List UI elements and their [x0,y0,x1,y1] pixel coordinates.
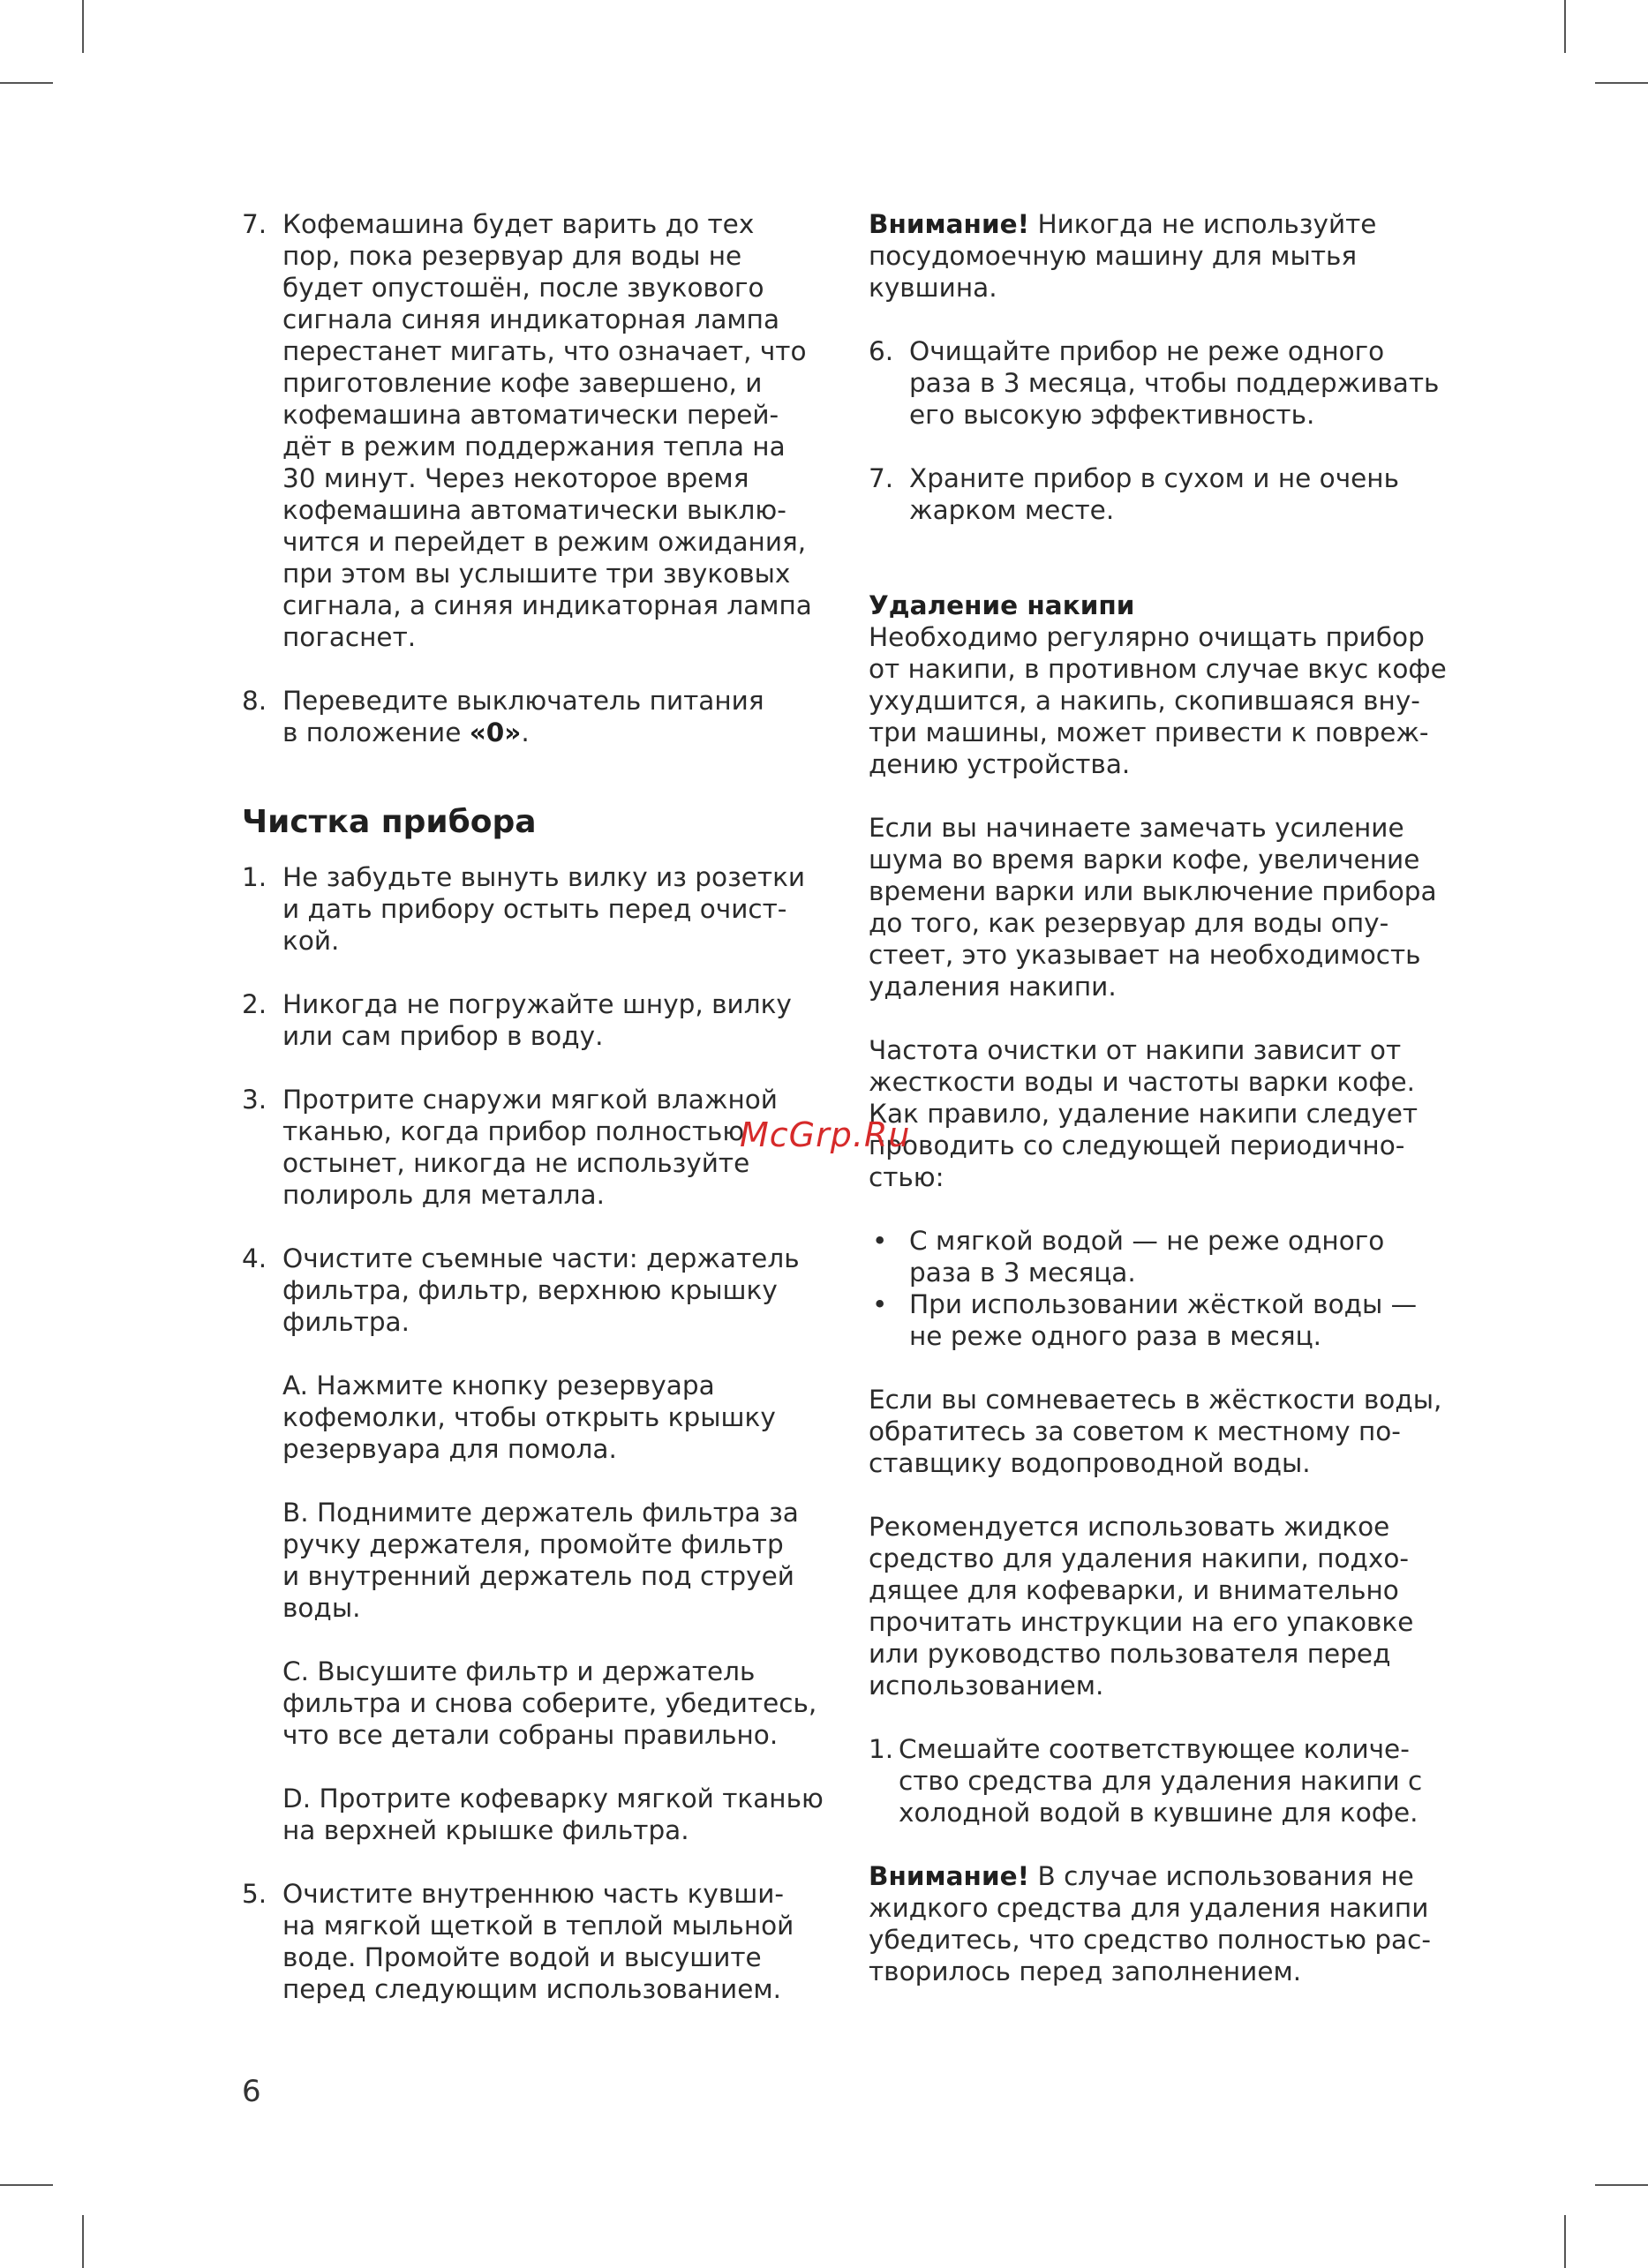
crop-mark [82,2215,84,2268]
item-number: 8. [242,686,267,716]
text-line: раза в 3 месяца. [909,1258,1136,1288]
text-line: три машины, может привести к повреж- [869,717,1429,747]
text-line: чится и перейдет в режим ожидания, [282,527,807,557]
list-item [242,1878,851,2005]
switch-position: «0» [469,717,522,747]
sub-item [242,1497,851,1624]
text-line: жидкого средства для удаления накипи [869,1893,1429,1923]
attention-note [869,208,1486,304]
text-line [869,208,1486,240]
attention-note [869,1860,1486,1987]
list-item [242,208,851,653]
right-column [869,208,1486,1987]
text-line: C. Высушите фильтр и держатель [282,1656,756,1686]
text-line: Если вы сомневаетесь в жёсткости воды, [869,1385,1442,1415]
text-line: на мягкой щеткой в теплой мыльной [282,1911,794,1941]
text-line: Смешайте соответствующее количе- [899,1734,1410,1764]
paragraph [869,1511,1486,1701]
text-line: фильтра. [282,1307,410,1337]
text-line: Как правило, удаление накипи следует [869,1099,1418,1129]
paragraph [869,1034,1486,1193]
text-line: обратитесь за советом к местному по- [869,1416,1401,1446]
sub-item [242,1370,851,1465]
text-line: и внутренний держатель под струей [282,1561,794,1591]
text-line: дению устройства. [869,749,1131,779]
text-line: посудомоечную машину для мытья [869,241,1358,271]
text-line: С мягкой водой — не реже одного [909,1226,1385,1256]
text-line: воде. Промойте водой и высушите [282,1942,762,1972]
text-line: погаснет. [282,622,417,652]
text-span: Никогда не используйте [1029,209,1377,239]
text-line: ство средства для удаления накипи с [899,1766,1423,1796]
left-column [242,208,851,2005]
text-line: будет опустошён, после звукового [282,273,764,303]
text-line: кофемашина автоматически выклю- [282,495,786,525]
text-line: стеет, это указывает на необходимость [869,940,1421,970]
text-line: стью: [869,1162,944,1192]
section-heading: Чистка прибора [242,804,537,840]
text-line: его высокую эффективность. [909,400,1315,430]
bullet-item [869,1225,1486,1288]
text-line: на верхней крышке фильтра. [282,1815,689,1845]
item-number: 1. [242,862,267,892]
text-line: до того, как резервуар для воды опу- [869,908,1389,938]
crop-mark [1564,0,1566,53]
text-line [282,717,851,748]
text-line: дящее для кофеварки, и внимательно [869,1575,1399,1605]
text-line: A. Нажмите кнопку резервуара [282,1371,715,1401]
text-line: кофемашина автоматически перей- [282,400,779,430]
text-line: удаления накипи. [869,972,1117,1002]
text-line: прочитать инструкции на его упаковке [869,1607,1414,1637]
text-line: Никогда не погружайте шнур, вилку [282,989,792,1019]
text-line: фильтра и снова соберите, убедитесь, [282,1688,817,1718]
text-line: резервуара для помола. [282,1434,617,1464]
list-item [242,685,851,748]
text-line: или руководство пользователя перед [869,1639,1391,1669]
text-line: шума во время варки кофе, увеличение [869,845,1420,875]
text-line: убедитесь, что средство полностью рас- [869,1925,1432,1955]
paragraph [869,1384,1486,1479]
bullet-icon: • [872,1289,888,1319]
list-item [869,1733,1486,1829]
text-line: не реже одного раза в месяц. [909,1321,1322,1351]
item-number: 3. [242,1085,267,1115]
attention-label: Внимание! [869,1861,1030,1891]
text-line: Необходимо регулярно очищать прибор [869,622,1425,652]
attention-label: Внимание! [869,209,1030,239]
text-line: приготовление кофе завершено, и [282,368,763,398]
text-line: B. Поднимите держатель фильтра за [282,1498,799,1528]
list-item [242,988,851,1052]
text-line: остынет, никогда не используйте [282,1148,750,1178]
item-number: 4. [242,1243,267,1273]
text-line: и дать прибору остыть перед очист- [282,894,787,924]
sub-item [242,1656,851,1751]
item-number: 1. [869,1734,894,1764]
page-number: 6 [242,2074,261,2109]
text-line: раза в 3 месяца, чтобы поддерживать [909,368,1440,398]
crop-mark [1564,2215,1566,2268]
text-line: жарком месте. [909,495,1115,525]
list-item [869,335,1486,431]
crop-mark [0,2184,53,2186]
watermark: McGrp.Ru [740,1115,911,1154]
subsection-heading: Удаление накипи [869,590,1135,620]
text-span: в положение [282,717,470,747]
text-line: воды. [282,1593,361,1623]
text-line: от накипи, в противном случае вкус кофе [869,654,1447,684]
text-line: или сам прибор в воду. [282,1021,604,1051]
text-line: тканью, когда прибор полностью [282,1116,745,1146]
text-line: сигнала, а синяя индикаторная лампа [282,590,812,620]
text-line: кой. [282,926,340,956]
text-line: ухудшится, а накипь, скопившаяся вну- [869,686,1420,716]
crop-mark [1595,82,1648,84]
paragraph [869,621,1486,780]
text-line: Кофемашина будет варить до тех [282,209,755,239]
text-line: пор, пока резервуар для воды не [282,241,742,271]
paragraph [869,812,1486,1003]
text-line: Если вы начинаете замечать усиление [869,813,1404,843]
text-line: холодной водой в кувшине для кофе. [899,1798,1418,1828]
text-line: Рекомендуется использовать жидкое [869,1512,1390,1542]
text-span: В случае использования не [1029,1861,1414,1891]
list-item [242,861,851,957]
item-number: 7. [869,463,894,493]
text-line: проводить со следующей периодично- [869,1130,1405,1160]
text-line: перед следующим использованием. [282,1974,781,2004]
item-number: 6. [869,336,894,366]
bullet-icon: • [872,1226,888,1256]
item-number: 7. [242,209,267,239]
item-number: 2. [242,989,267,1019]
text-line [869,1860,1486,1892]
text-line: при этом вы услышите три звуковых [282,559,791,589]
text-line: Очищайте прибор не реже одного [909,336,1385,366]
text-line: использованием. [869,1671,1104,1701]
text-line: фильтра, фильтр, верхнюю крышку [282,1275,778,1305]
bullet-item [869,1288,1486,1352]
text-span: . [521,717,530,747]
text-line: ставщику водопроводной воды. [869,1448,1311,1478]
text-line: жесткости воды и частоты варки кофе. [869,1067,1415,1097]
text-line: Очистите съемные части: держатель [282,1243,800,1273]
item-number: 5. [242,1879,267,1909]
text-line: 30 минут. Через некоторое время [282,463,749,493]
text-line: D. Протрите кофеварку мягкой тканью [282,1784,824,1814]
text-line: Протрите снаружи мягкой влажной [282,1085,778,1115]
text-line: Частота очистки от накипи зависит от [869,1035,1402,1065]
text-line: творилось перед заполнением. [869,1956,1302,1986]
text-line: Не забудьте вынуть вилку из розетки [282,862,806,892]
text-line: что все детали собраны правильно. [282,1720,779,1750]
text-line: Очистите внутреннюю часть кувши- [282,1879,785,1909]
text-line: полироль для металла. [282,1180,605,1210]
text-line: ручку держателя, промойте фильтр [282,1529,784,1559]
text-line: кувшина. [869,273,997,303]
text-line: При использовании жёсткой воды — [909,1289,1418,1319]
text-line: кофемолки, чтобы открыть крышку [282,1402,776,1432]
text-line: перестанет мигать, что означает, что [282,336,807,366]
sub-item [242,1783,851,1846]
crop-mark [0,82,53,84]
list-item [242,1243,851,1338]
text-line: Переведите выключатель питания [282,686,764,716]
crop-mark [82,0,84,53]
text-line: дёт в режим поддержания тепла на [282,432,786,462]
text-line: сигнала синяя индикаторная лампа [282,304,780,334]
text-line: времени варки или выключение прибора [869,876,1437,906]
text-line: средство для удаления накипи, подхо- [869,1543,1410,1573]
text-line: Храните прибор в сухом и не очень [909,463,1399,493]
list-item [869,462,1486,526]
crop-mark [1595,2184,1648,2186]
